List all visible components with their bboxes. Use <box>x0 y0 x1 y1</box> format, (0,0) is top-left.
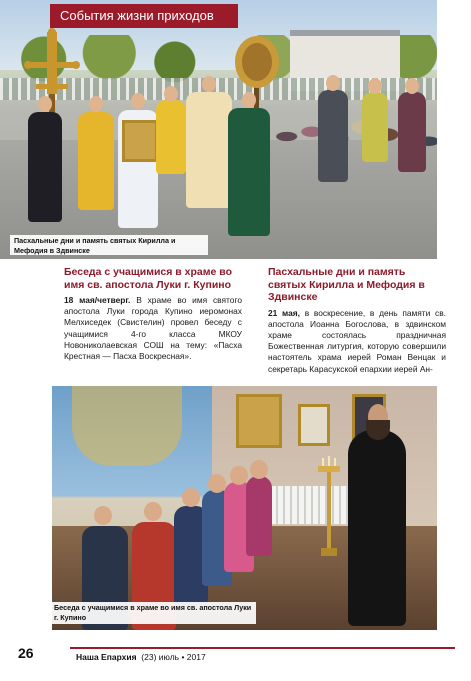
child <box>246 476 272 556</box>
article-right <box>268 266 446 374</box>
priest-cassock <box>348 430 406 626</box>
person-head <box>202 76 216 92</box>
child-head <box>208 474 226 493</box>
child-head <box>144 502 162 521</box>
person-head <box>131 93 145 109</box>
page-footer <box>0 643 471 665</box>
person-head <box>368 78 382 94</box>
child-head <box>182 488 200 507</box>
person-crowd <box>318 90 348 182</box>
article-title: Беседа с учащимися в храме во имя св. апостола Луки г. Купино <box>64 266 233 291</box>
person-head <box>326 75 340 91</box>
footer-rule <box>70 647 455 649</box>
person-green-jacket <box>228 108 270 236</box>
person-gold-vestment <box>78 112 114 210</box>
footer-info <box>76 652 206 662</box>
person-head <box>89 96 103 112</box>
person-head <box>164 86 178 102</box>
article-title: Пасхальные дни и память святых Кирилла и Мефодия в Здвинске <box>268 266 425 303</box>
wall-icon <box>236 394 282 448</box>
child-head <box>230 466 248 485</box>
priest-vestment <box>186 92 232 208</box>
church-talk-photo <box>52 386 437 630</box>
photo-fresco-arch <box>72 386 182 466</box>
person-crowd <box>398 92 426 172</box>
wall-icon <box>298 404 330 446</box>
person-crowd <box>362 92 388 162</box>
person-black <box>28 112 62 222</box>
candle-stand-icon <box>316 456 342 558</box>
article-body <box>268 307 446 374</box>
bottom-photo-caption: Беседа с учащимися в храме во имя св. апостола Луки г. Купино <box>50 602 256 624</box>
article-body <box>64 295 242 362</box>
person-head <box>38 96 52 112</box>
magazine-name: Наша Епархия <box>76 652 137 662</box>
page-number: 26 <box>18 645 34 661</box>
section-title: События жизни приходов <box>50 4 238 28</box>
carried-icon <box>122 120 158 162</box>
procession-photo <box>0 0 437 259</box>
issue-info: (23) июль • 2017 <box>141 652 206 662</box>
article-text: в воскресение, в день памяти св. апостола Иоанна Богослова, в здвинском храме состоялась праздничная Божественная литургия, которую совершили настоятель храма иерей Роман Венцак и секретарь Карасукской епархии иерей Ан- <box>268 307 446 374</box>
child-head <box>94 506 112 525</box>
article-left <box>64 266 242 362</box>
article-text: В храме во имя святого апостола Луки города Купино иеромонах Мелхиседек (Свистелин) провел беседу с учащимися 4-го класса МКОУ Новониколаевская СОШ на тему: «Пасха Крестная — Пасха Воскресная». <box>64 295 242 362</box>
person-head <box>405 78 419 94</box>
child-head <box>250 460 268 479</box>
person-gold-vestment <box>156 100 186 174</box>
top-photo-caption: Пасхальные дни и память святых Кирилла и Мефодия в Здвинске <box>10 235 208 255</box>
article-lead: 18 мая/четверг. <box>64 295 131 305</box>
person-head <box>242 92 256 108</box>
article-lead: 21 мая, <box>268 307 300 318</box>
